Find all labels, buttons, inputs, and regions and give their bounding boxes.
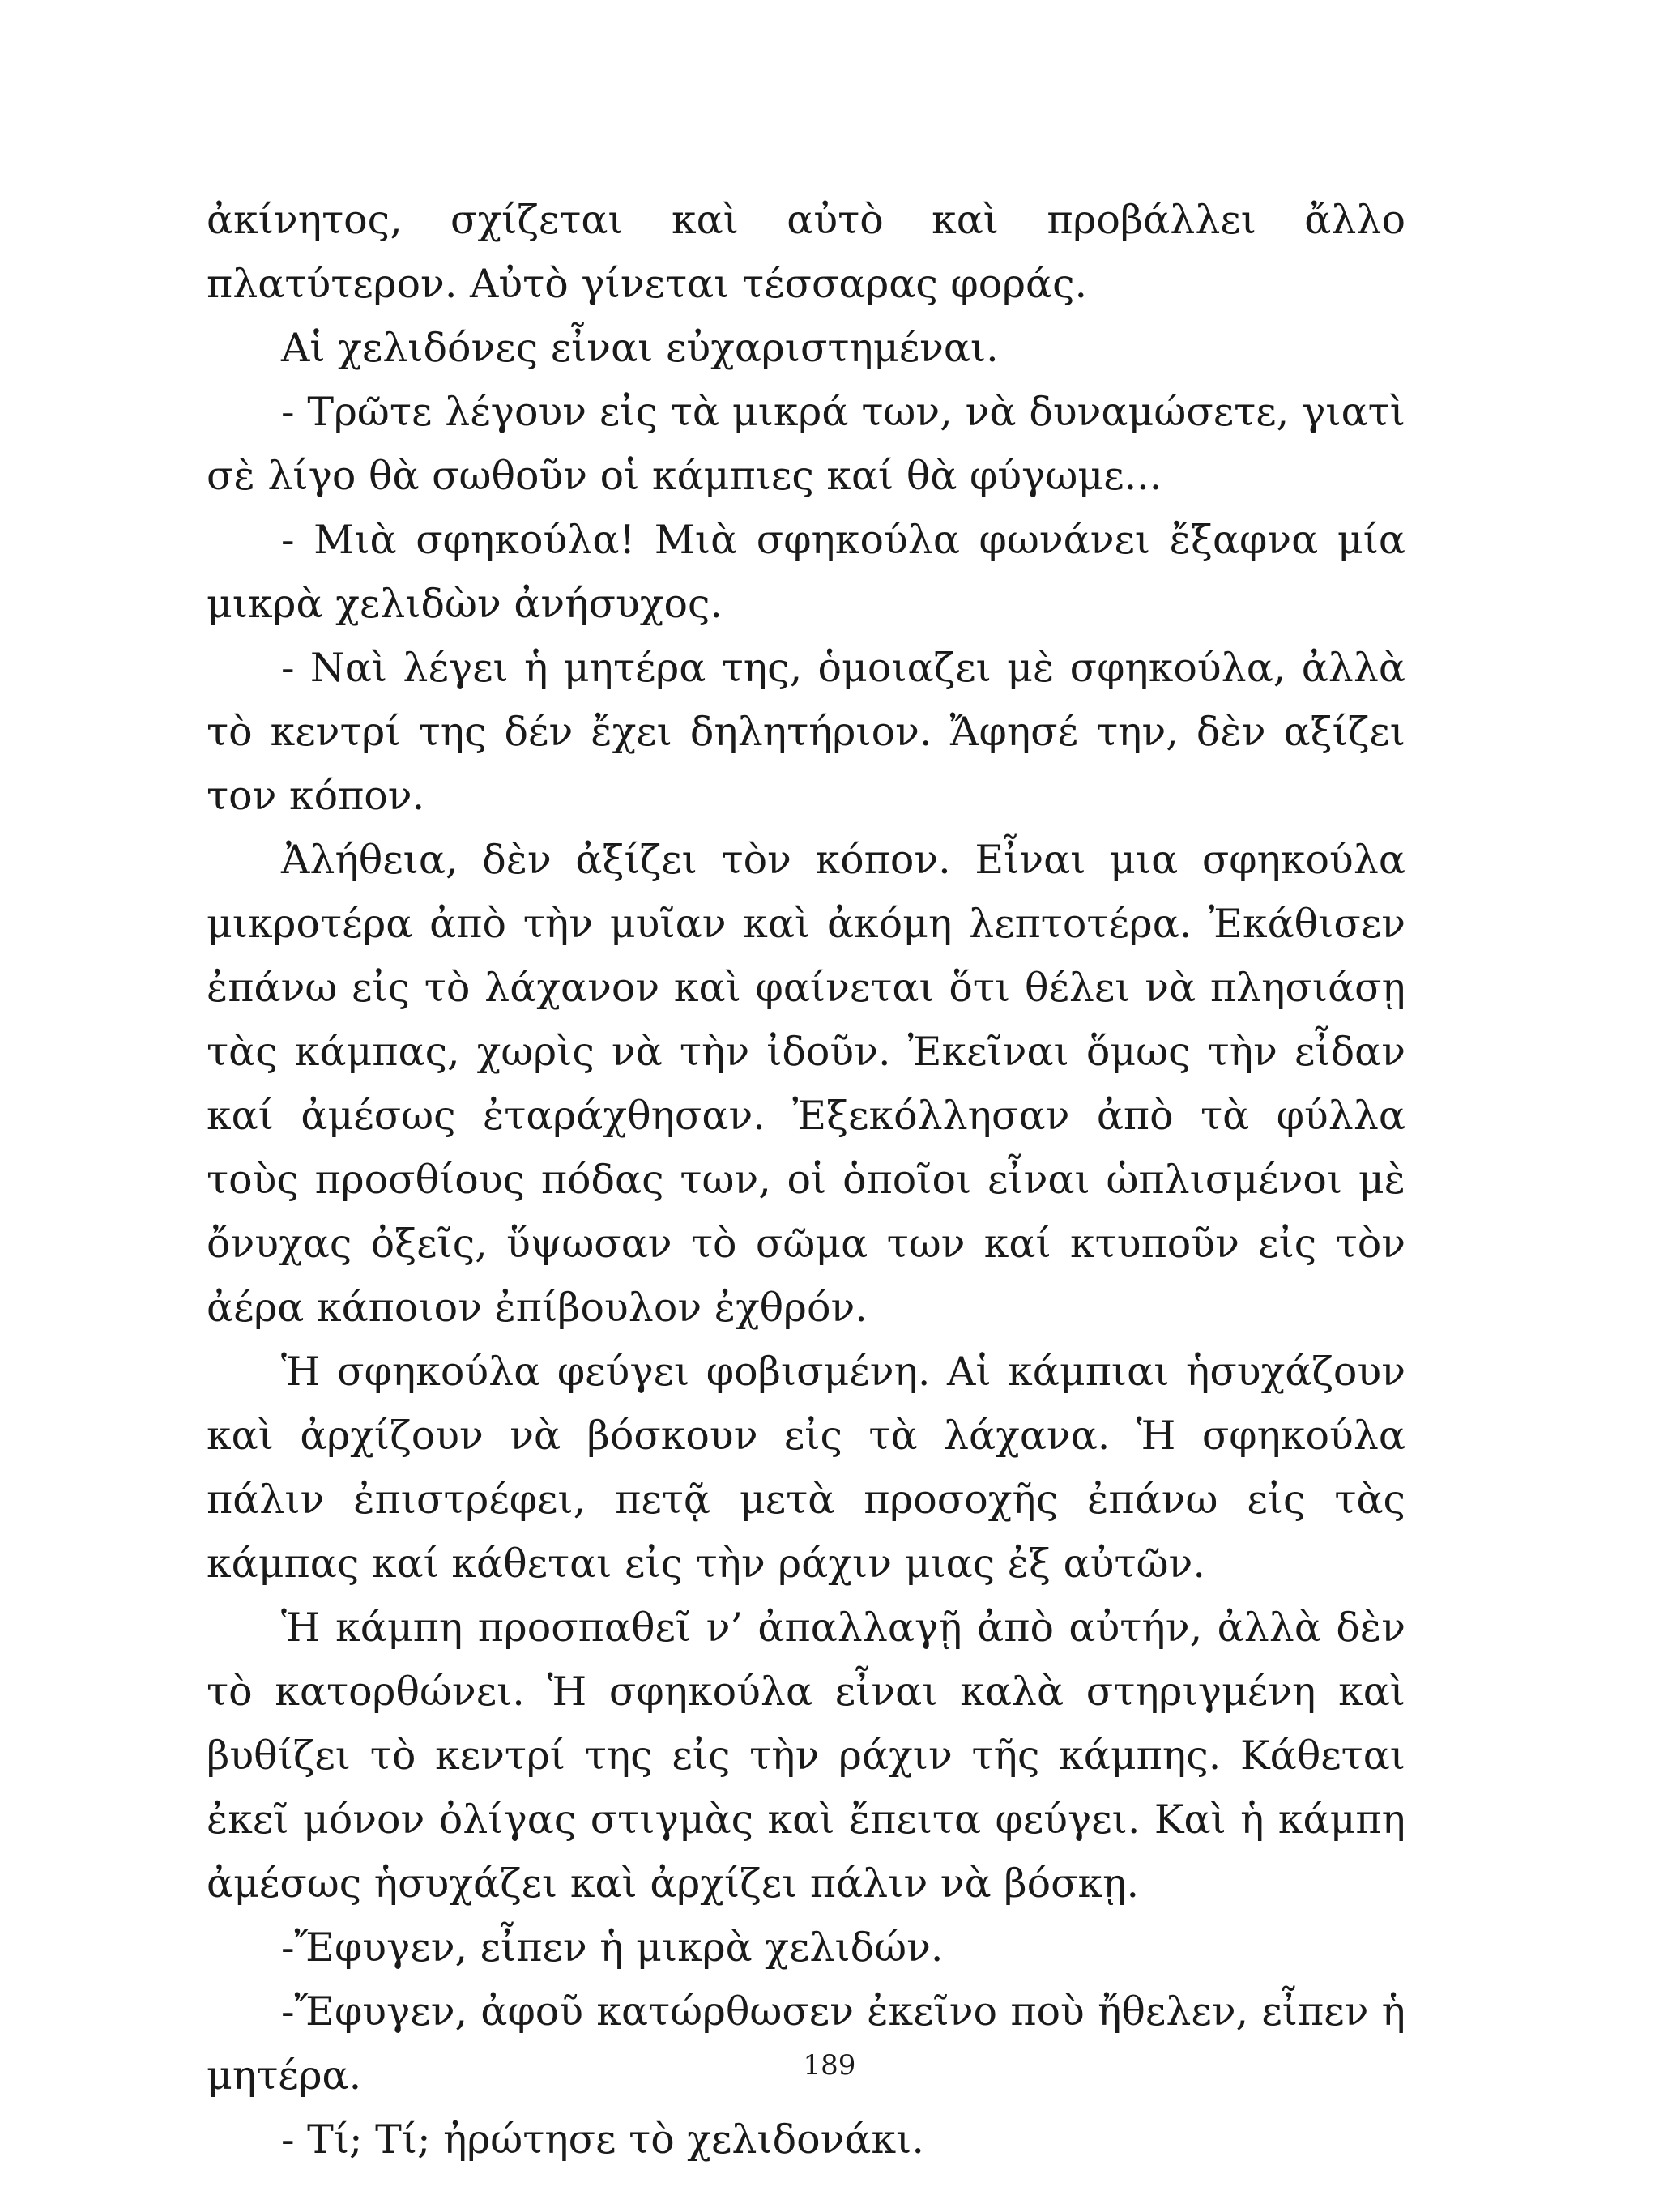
paragraph-1: ἀκίνητος, σχίζεται καὶ αὐτὸ καὶ προβάλλει ἄλλο πλατύτερον. Αὐτὸ γίνεται τέσσαρας φοράς. [207,197,1405,307]
paragraph-6: Ἀλήθεια, δὲν ἀξίζει τὸν κόπον. Εἶναι μια σφηκούλα μικροτέρα ἀπὸ τὴν μυῖαν καὶ ἀκόμη λεπτοτέρα. Ἐκάθισεν ἐπάνω εἰς τὸ λάχανον καὶ φαίνεται ὅτι θέλει νὰ πλησιάσῃ τὰς κάμπας, χωρὶς νὰ τὴν ἰδοῦν. Ἐκεῖναι ὅμως τὴν εἶδαν καί ἀμέσως ἐταράχθησαν. Ἐξεκόλλησαν ἀπὸ τὰ φύλλα τοὺς προσθίους πόδας των, οἱ ὁποῖοι εἶναι ὡπλισμένοι μὲ ὄνυχας ὀξεῖς, ὕψωσαν τὸ σῶμα των καί κτυποῦν εἰς τὸν ἀέρα κάποιον ἐπίβουλον ἐχθρόν. [207,837,1405,1331]
paragraph-3: - Τρῶτε λέγουν εἰς τὰ μικρά των, νὰ δυναμώσετε, γιατὶ σὲ λίγο θὰ σωθοῦν οἱ κάμπιες καί θὰ φύγωμε... [207,389,1405,499]
paragraph-11: - Τί; Τί; ἠρώτησε τὸ χελιδονάκι. [281,2116,924,2163]
paragraph-2: Αἱ χελιδόνες εἶναι εὐχαριστημέναι. [281,325,999,371]
paragraph-10: -Ἔφυγεν, ἀφοῦ κατώρθωσεν ἐκεῖνο ποὺ ἤθελεν, εἶπεν ἡ μητέρα. [207,1988,1405,2099]
paragraph-4: - Μιὰ σφηκούλα! Μιὰ σφηκούλα φωνάνει ἔξαφνα μία μικρὰ χελιδὼν ἀνήσυχος. [207,517,1405,627]
paragraph-7: Ἡ σφηκούλα φεύγει φοβισμένη. Αἱ κάμπιαι ἡσυχάζουν καὶ ἀρχίζουν νὰ βόσκουν εἰς τὰ λάχανα. Ἡ σφηκούλα πάλιν ἐπιστρέφει, πετᾷ μετὰ προσοχῆς ἐπάνω εἰς τὰς κάμπας καί κάθεται εἰς τὴν ράχιν μιας ἐξ αὐτῶν. [207,1349,1405,1587]
page-number: 189 [803,2049,856,2082]
paragraph-5: - Ναὶ λέγει ἡ μητέρα της, ὁμοιαζει μὲ σφηκούλα, ἀλλὰ τὸ κεντρί της δέν ἔχει δηλητήριον. Ἄφησέ την, δὲν αξίζει τον κόπον. [207,645,1405,819]
body-text [207,188,1405,2172]
paragraph-9: -Ἔφυγεν, εἶπεν ἡ μικρὰ χελιδών. [281,1924,944,1971]
paragraph-8: Ἡ κάμπη προσπαθεῖ ν’ ἀπαλλαγῇ ἀπὸ αὐτήν, ἀλλὰ δὲν τὸ κατορθώνει. Ἡ σφηκούλα εἶναι καλὰ στηριγμένη καὶ βυθίζει τὸ κεντρί της εἰς τὴν ράχιν τῆς κάμπης. Κάθεται ἐκεῖ μόνον ὀλίγας στιγμὰς καὶ ἔπειτα φεύγει. Καὶ ἡ κάμπη ἀμέσως ἡσυχάζει καὶ ἀρχίζει πάλιν νὰ βόσκῃ. [207,1605,1405,1907]
